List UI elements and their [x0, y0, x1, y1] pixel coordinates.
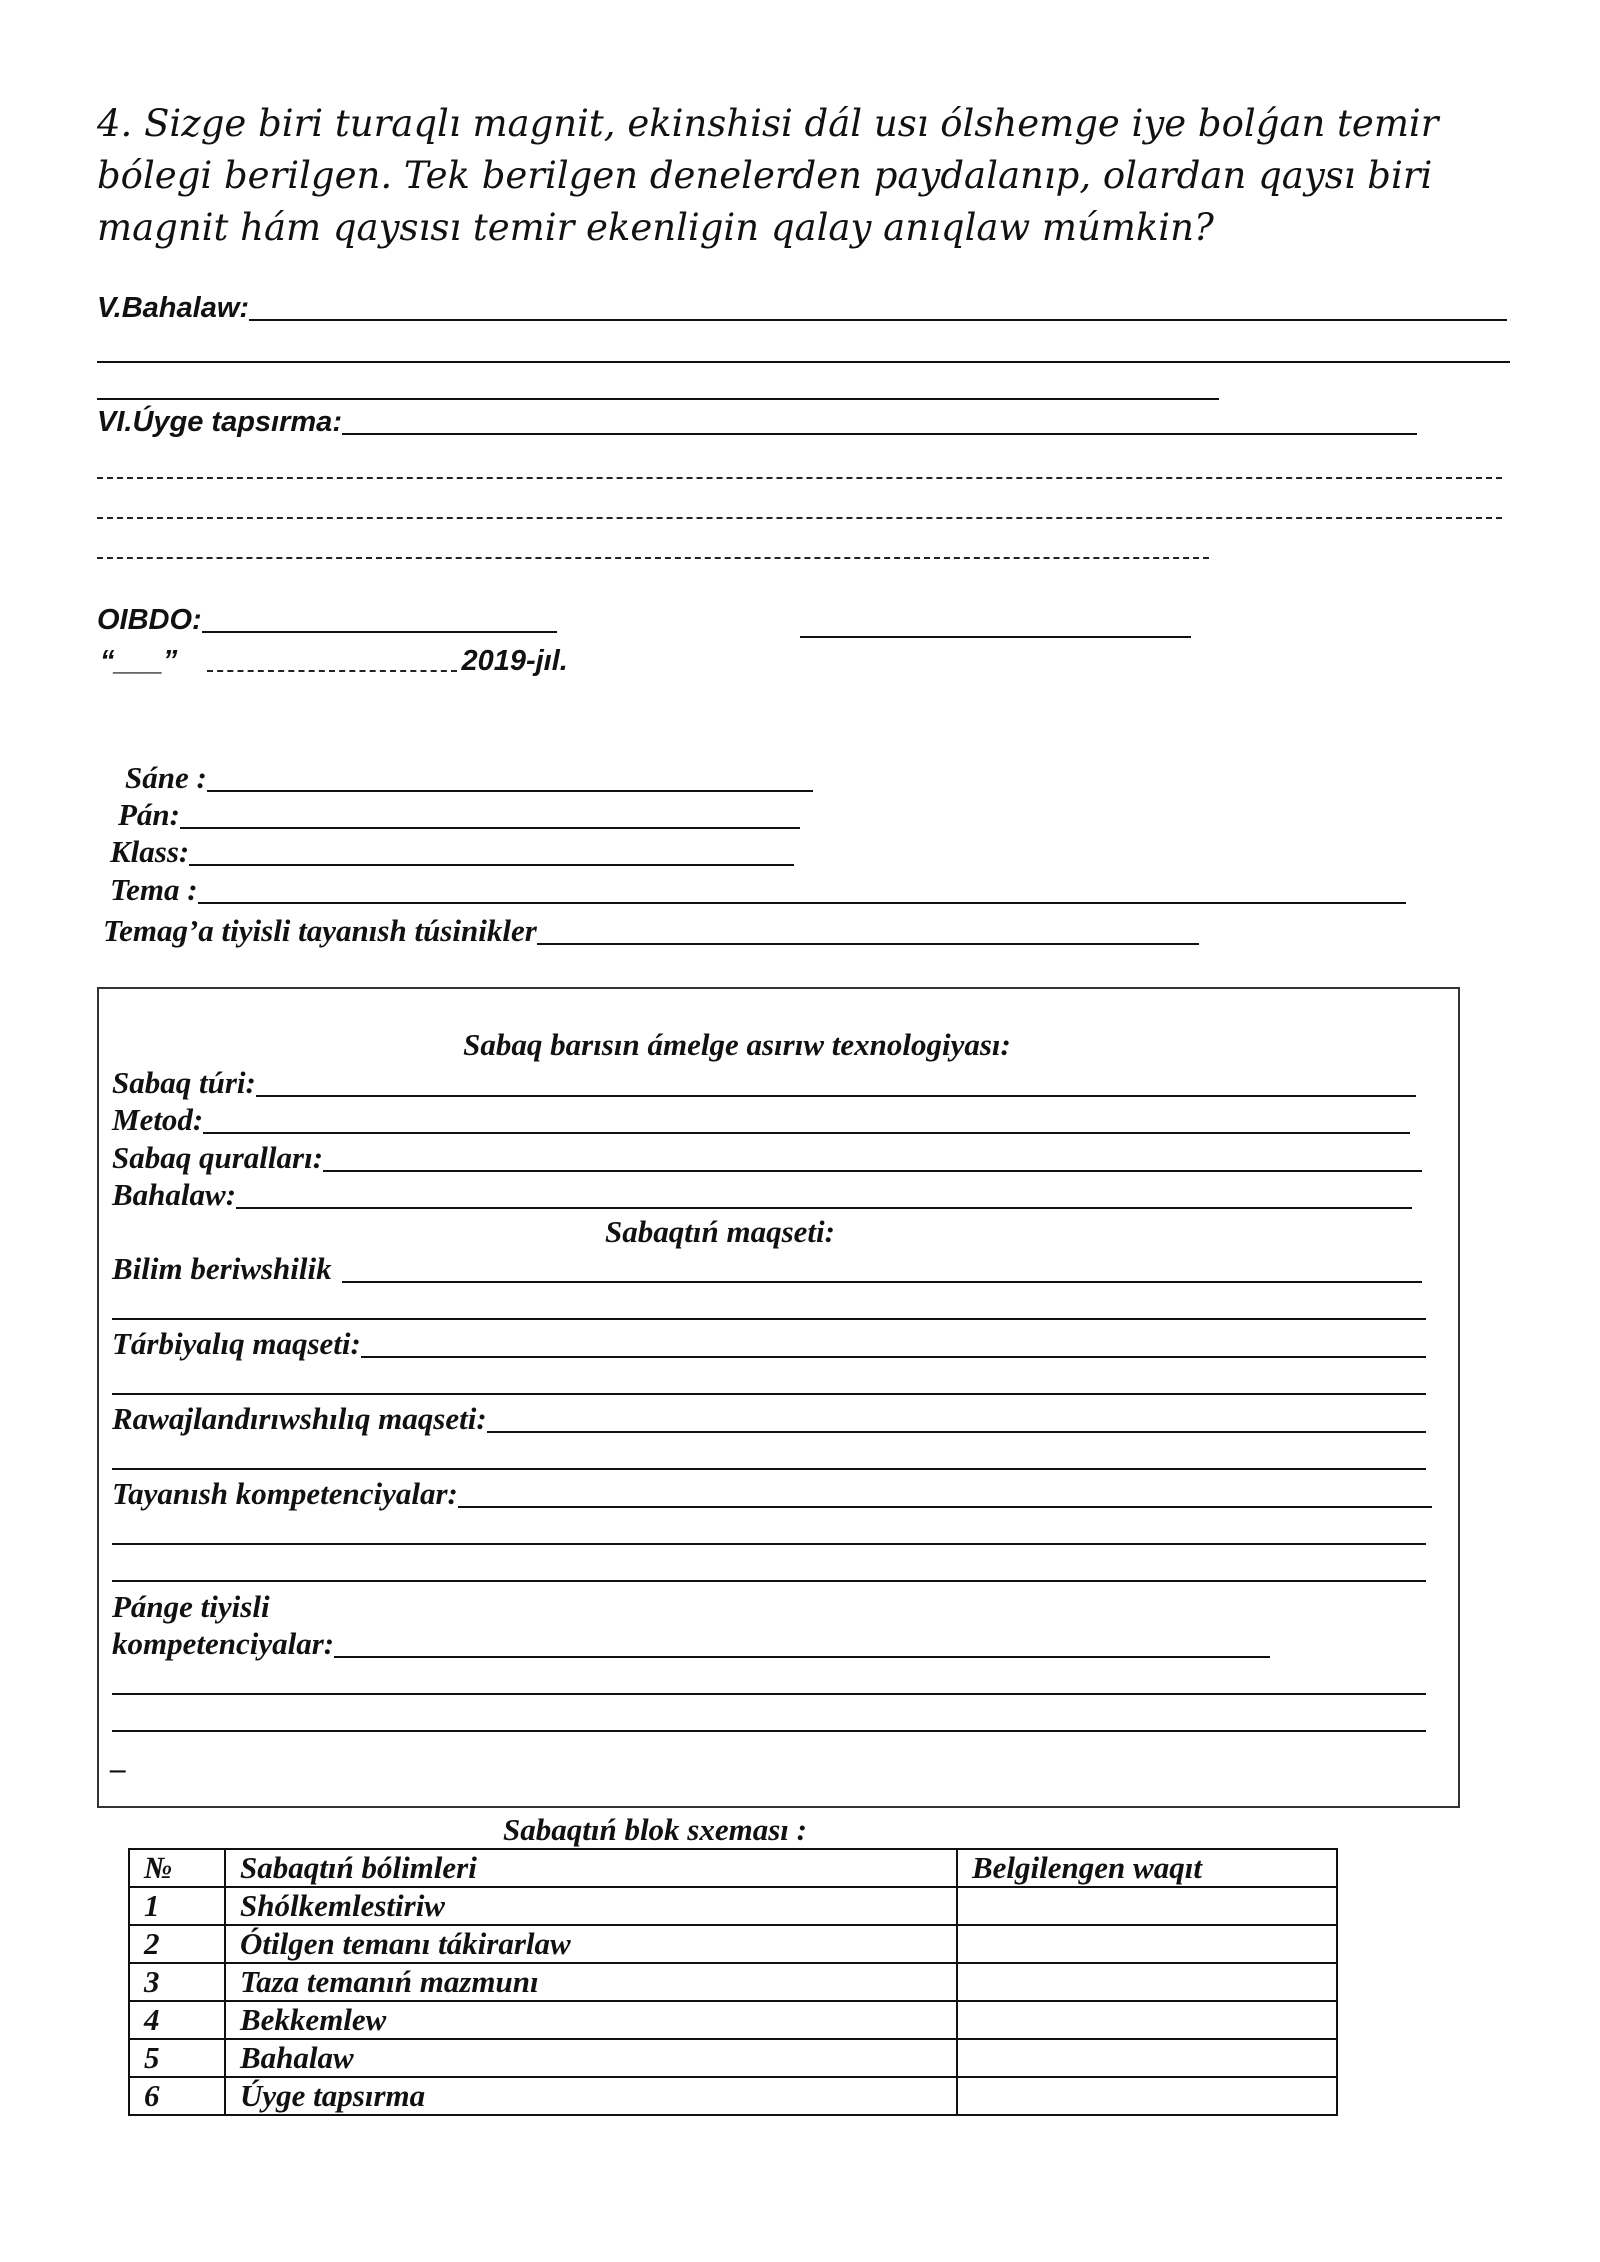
method-label: Metod:	[112, 1102, 204, 1137]
goals-title: Sabaqtıń maqseti:	[605, 1214, 835, 1249]
lesson-type-label: Sabaq túri:	[112, 1065, 256, 1100]
assessment-line[interactable]	[249, 319, 1507, 321]
trailing-mark: _	[112, 1740, 128, 1775]
topic-label: Tema :	[110, 872, 198, 907]
subject-label: Pán:	[118, 797, 180, 832]
method-line[interactable]	[203, 1132, 1410, 1134]
subject-field	[118, 797, 800, 833]
approval-label: OIBDO:	[97, 604, 202, 636]
block-scheme-table	[128, 1848, 1338, 2116]
core-competencies-line-2[interactable]	[112, 1543, 1426, 1545]
upbringing-goal-line-2[interactable]	[112, 1393, 1426, 1395]
educational-goal-line[interactable]	[342, 1281, 1422, 1283]
table-row	[129, 2077, 1337, 2115]
row-number: 4	[129, 2001, 225, 2039]
table-row	[129, 1963, 1337, 2001]
homework-label: VI.Úyge tapsırma:	[97, 406, 342, 438]
row-section: Taza temanıń mazmunı	[225, 1963, 957, 2001]
assessment-line-2[interactable]	[97, 361, 1510, 363]
class-field	[110, 834, 794, 870]
technology-title: Sabaq barısın ámelge asırıw texnologiyası:	[463, 1027, 1011, 1062]
approval-date	[100, 645, 568, 678]
table-row	[129, 1925, 1337, 1963]
upbringing-goal-label: Tárbiyalıq maqseti:	[112, 1326, 361, 1361]
topic-line[interactable]	[198, 902, 1406, 904]
row-time[interactable]	[957, 1925, 1337, 1963]
row-section: Ótilgen temanı tákirarlaw	[225, 1925, 957, 1963]
class-label: Klass:	[110, 834, 190, 869]
homework-dashed-line-2[interactable]	[97, 517, 1502, 519]
topic-field	[110, 872, 1406, 908]
row-number: 6	[129, 2077, 225, 2115]
row-section: Shólkemlestiriw	[225, 1887, 957, 1925]
row-section: Úyge tapsırma	[225, 2077, 957, 2115]
core-competencies-line-3[interactable]	[112, 1580, 1426, 1582]
row-time[interactable]	[957, 1963, 1337, 2001]
tools-label: Sabaq quralları:	[112, 1140, 324, 1175]
developmental-goal-label: Rawajlandırıwshılıq maqseti:	[112, 1401, 487, 1436]
homework-dashed-line-1[interactable]	[97, 477, 1502, 479]
table-row	[129, 2039, 1337, 2077]
row-number: 3	[129, 1963, 225, 2001]
subject-competencies-label-2: kompetenciyalar:	[112, 1626, 335, 1661]
assessment-field	[97, 292, 1507, 325]
header-sections: Sabaqtıń bólimleri	[225, 1849, 957, 1887]
row-time[interactable]	[957, 1887, 1337, 1925]
tools-line[interactable]	[323, 1170, 1422, 1172]
homework-field	[97, 406, 1417, 439]
row-time[interactable]	[957, 2077, 1337, 2115]
developmental-goal-line[interactable]	[487, 1431, 1426, 1433]
educational-goal-label: Bilim beriwshilik	[112, 1251, 332, 1286]
assessment-label: V.Bahalaw:	[97, 292, 250, 324]
question-text: 4. Sizge biri turaqlı magnit, ekinshisi dál usı ólshemge iye bolǵan temir bólegi berilgen. Tek berilgen denelerden paydalanıp, olardan qaysı biri magnit hám qaysısı temir ekenligin qalay anıqlaw múmkin?	[97, 102, 1439, 249]
approval-date-suffix: 2019-jıl.	[461, 645, 568, 677]
subject-competencies-field	[112, 1626, 1270, 1662]
subject-competencies-line[interactable]	[334, 1656, 1270, 1658]
class-line[interactable]	[189, 864, 794, 866]
header-number: №	[129, 1849, 225, 1887]
developmental-goal-field	[112, 1401, 1426, 1437]
date-line[interactable]	[207, 790, 813, 792]
date-field	[125, 760, 813, 796]
subject-competencies-line-2[interactable]	[112, 1693, 1426, 1695]
table-header-row	[129, 1849, 1337, 1887]
core-competencies-field	[112, 1476, 1432, 1512]
concepts-line[interactable]	[537, 943, 1199, 945]
tech-assessment-label: Bahalaw:	[112, 1177, 237, 1212]
table-row	[129, 2001, 1337, 2039]
core-competencies-line[interactable]	[458, 1506, 1432, 1508]
concepts-label: Temag’a tiyisli tayanısh túsinikler	[103, 913, 537, 948]
table-row	[129, 1887, 1337, 1925]
homework-line[interactable]	[342, 433, 1417, 435]
developmental-goal-line-2[interactable]	[112, 1468, 1426, 1470]
approval-signature-line[interactable]	[800, 636, 1191, 638]
upbringing-goal-field	[112, 1326, 1426, 1362]
row-section: Bahalaw	[225, 2039, 957, 2077]
educational-goal-line-2[interactable]	[112, 1318, 1426, 1320]
row-number: 2	[129, 1925, 225, 1963]
concepts-field	[103, 913, 1199, 949]
row-number: 5	[129, 2039, 225, 2077]
lesson-type-line[interactable]	[256, 1095, 1416, 1097]
assessment-line-3[interactable]	[97, 398, 1219, 400]
method-field	[112, 1102, 1410, 1138]
block-scheme-title: Sabaqtıń blok sxeması :	[502, 1812, 807, 1847]
header-time: Belgilengen waqıt	[957, 1849, 1337, 1887]
approval-date-line[interactable]	[207, 670, 457, 672]
approval-field	[97, 604, 557, 637]
lesson-type-field	[112, 1065, 1416, 1101]
educational-goal-field	[112, 1251, 1422, 1287]
homework-dashed-line-3[interactable]	[97, 557, 1209, 559]
row-time[interactable]	[957, 2001, 1337, 2039]
tech-assessment-line[interactable]	[236, 1207, 1412, 1209]
row-number: 1	[129, 1887, 225, 1925]
tech-assessment-field	[112, 1177, 1412, 1213]
date-label: Sáne :	[125, 760, 207, 795]
approval-line[interactable]	[202, 631, 557, 633]
subject-competencies-line-3[interactable]	[112, 1730, 1426, 1732]
subject-competencies-label-1: Pánge tiyisli	[112, 1589, 270, 1624]
subject-line[interactable]	[180, 827, 800, 829]
upbringing-goal-line[interactable]	[361, 1356, 1426, 1358]
core-competencies-label: Tayanısh kompetenciyalar:	[112, 1476, 458, 1511]
tools-field	[112, 1140, 1422, 1176]
approval-date-prefix: “___”	[100, 645, 178, 677]
row-section: Bekkemlew	[225, 2001, 957, 2039]
row-time[interactable]	[957, 2039, 1337, 2077]
